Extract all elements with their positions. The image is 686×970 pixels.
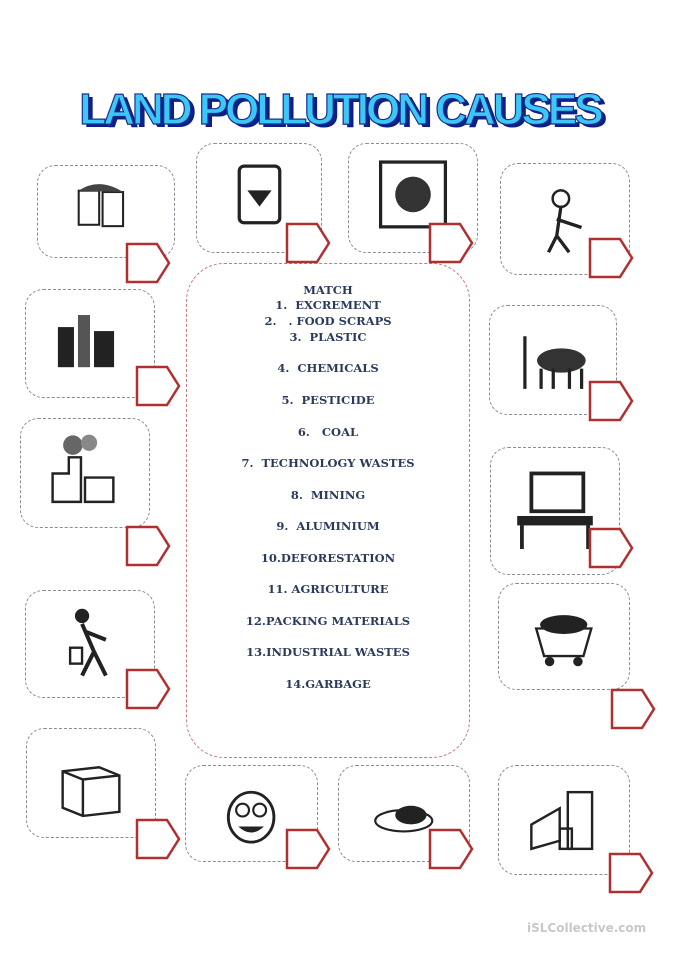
answer-box[interactable] bbox=[588, 380, 634, 422]
answer-box[interactable] bbox=[428, 828, 474, 870]
oxen-plough-icon bbox=[506, 320, 601, 401]
trash-cans-icon bbox=[55, 177, 157, 245]
match-item: 7. TECHNOLOGY WASTES bbox=[241, 456, 415, 470]
answer-box[interactable] bbox=[285, 828, 331, 870]
match-item: 1. EXCREMENT bbox=[275, 298, 381, 312]
match-item: 13.INDUSTRIAL WASTES bbox=[246, 645, 410, 659]
answer-box[interactable] bbox=[428, 222, 474, 264]
match-item: 6. COAL bbox=[297, 425, 359, 439]
match-item: 8. MINING bbox=[290, 488, 366, 502]
match-item: 9. ALUMINIUM bbox=[276, 519, 380, 533]
match-item: 2. . FOOD SCRAPS bbox=[264, 314, 392, 328]
coal-cart-icon bbox=[515, 597, 613, 676]
answer-box[interactable] bbox=[610, 688, 656, 730]
match-heading: MATCH bbox=[303, 283, 353, 297]
match-item: 10.DEFORESTATION bbox=[260, 551, 396, 565]
cheese-milk-icon bbox=[515, 780, 613, 861]
match-item: 14.GARBAGE bbox=[285, 677, 371, 691]
worksheet-title: LAND POLLUTION CAUSES bbox=[79, 85, 601, 134]
picture-card bbox=[20, 418, 150, 528]
match-item: 11. AGRICULTURE bbox=[267, 582, 389, 596]
picture-card bbox=[498, 583, 630, 690]
answer-box[interactable] bbox=[588, 237, 634, 279]
match-item: 12.PACKING MATERIALS bbox=[245, 614, 411, 628]
answer-box[interactable] bbox=[608, 852, 654, 894]
chemical-bottles-icon bbox=[42, 303, 138, 383]
answer-box[interactable] bbox=[588, 527, 634, 569]
answer-box[interactable] bbox=[125, 668, 171, 710]
watermark: iSLCollective.com bbox=[527, 921, 647, 935]
man-spraying-icon bbox=[42, 604, 138, 684]
answer-box[interactable] bbox=[135, 365, 181, 407]
answer-box[interactable] bbox=[125, 525, 171, 567]
match-item: 3. PLASTIC bbox=[289, 330, 367, 344]
answer-box[interactable] bbox=[125, 242, 171, 284]
factory-smoke-icon bbox=[37, 433, 133, 514]
match-item: 4. CHEMICALS bbox=[277, 361, 379, 375]
cardboard-box-icon bbox=[43, 743, 139, 824]
answer-box[interactable] bbox=[285, 222, 331, 264]
match-item: 5. PESTICIDE bbox=[281, 393, 375, 407]
answer-box[interactable] bbox=[135, 818, 181, 860]
